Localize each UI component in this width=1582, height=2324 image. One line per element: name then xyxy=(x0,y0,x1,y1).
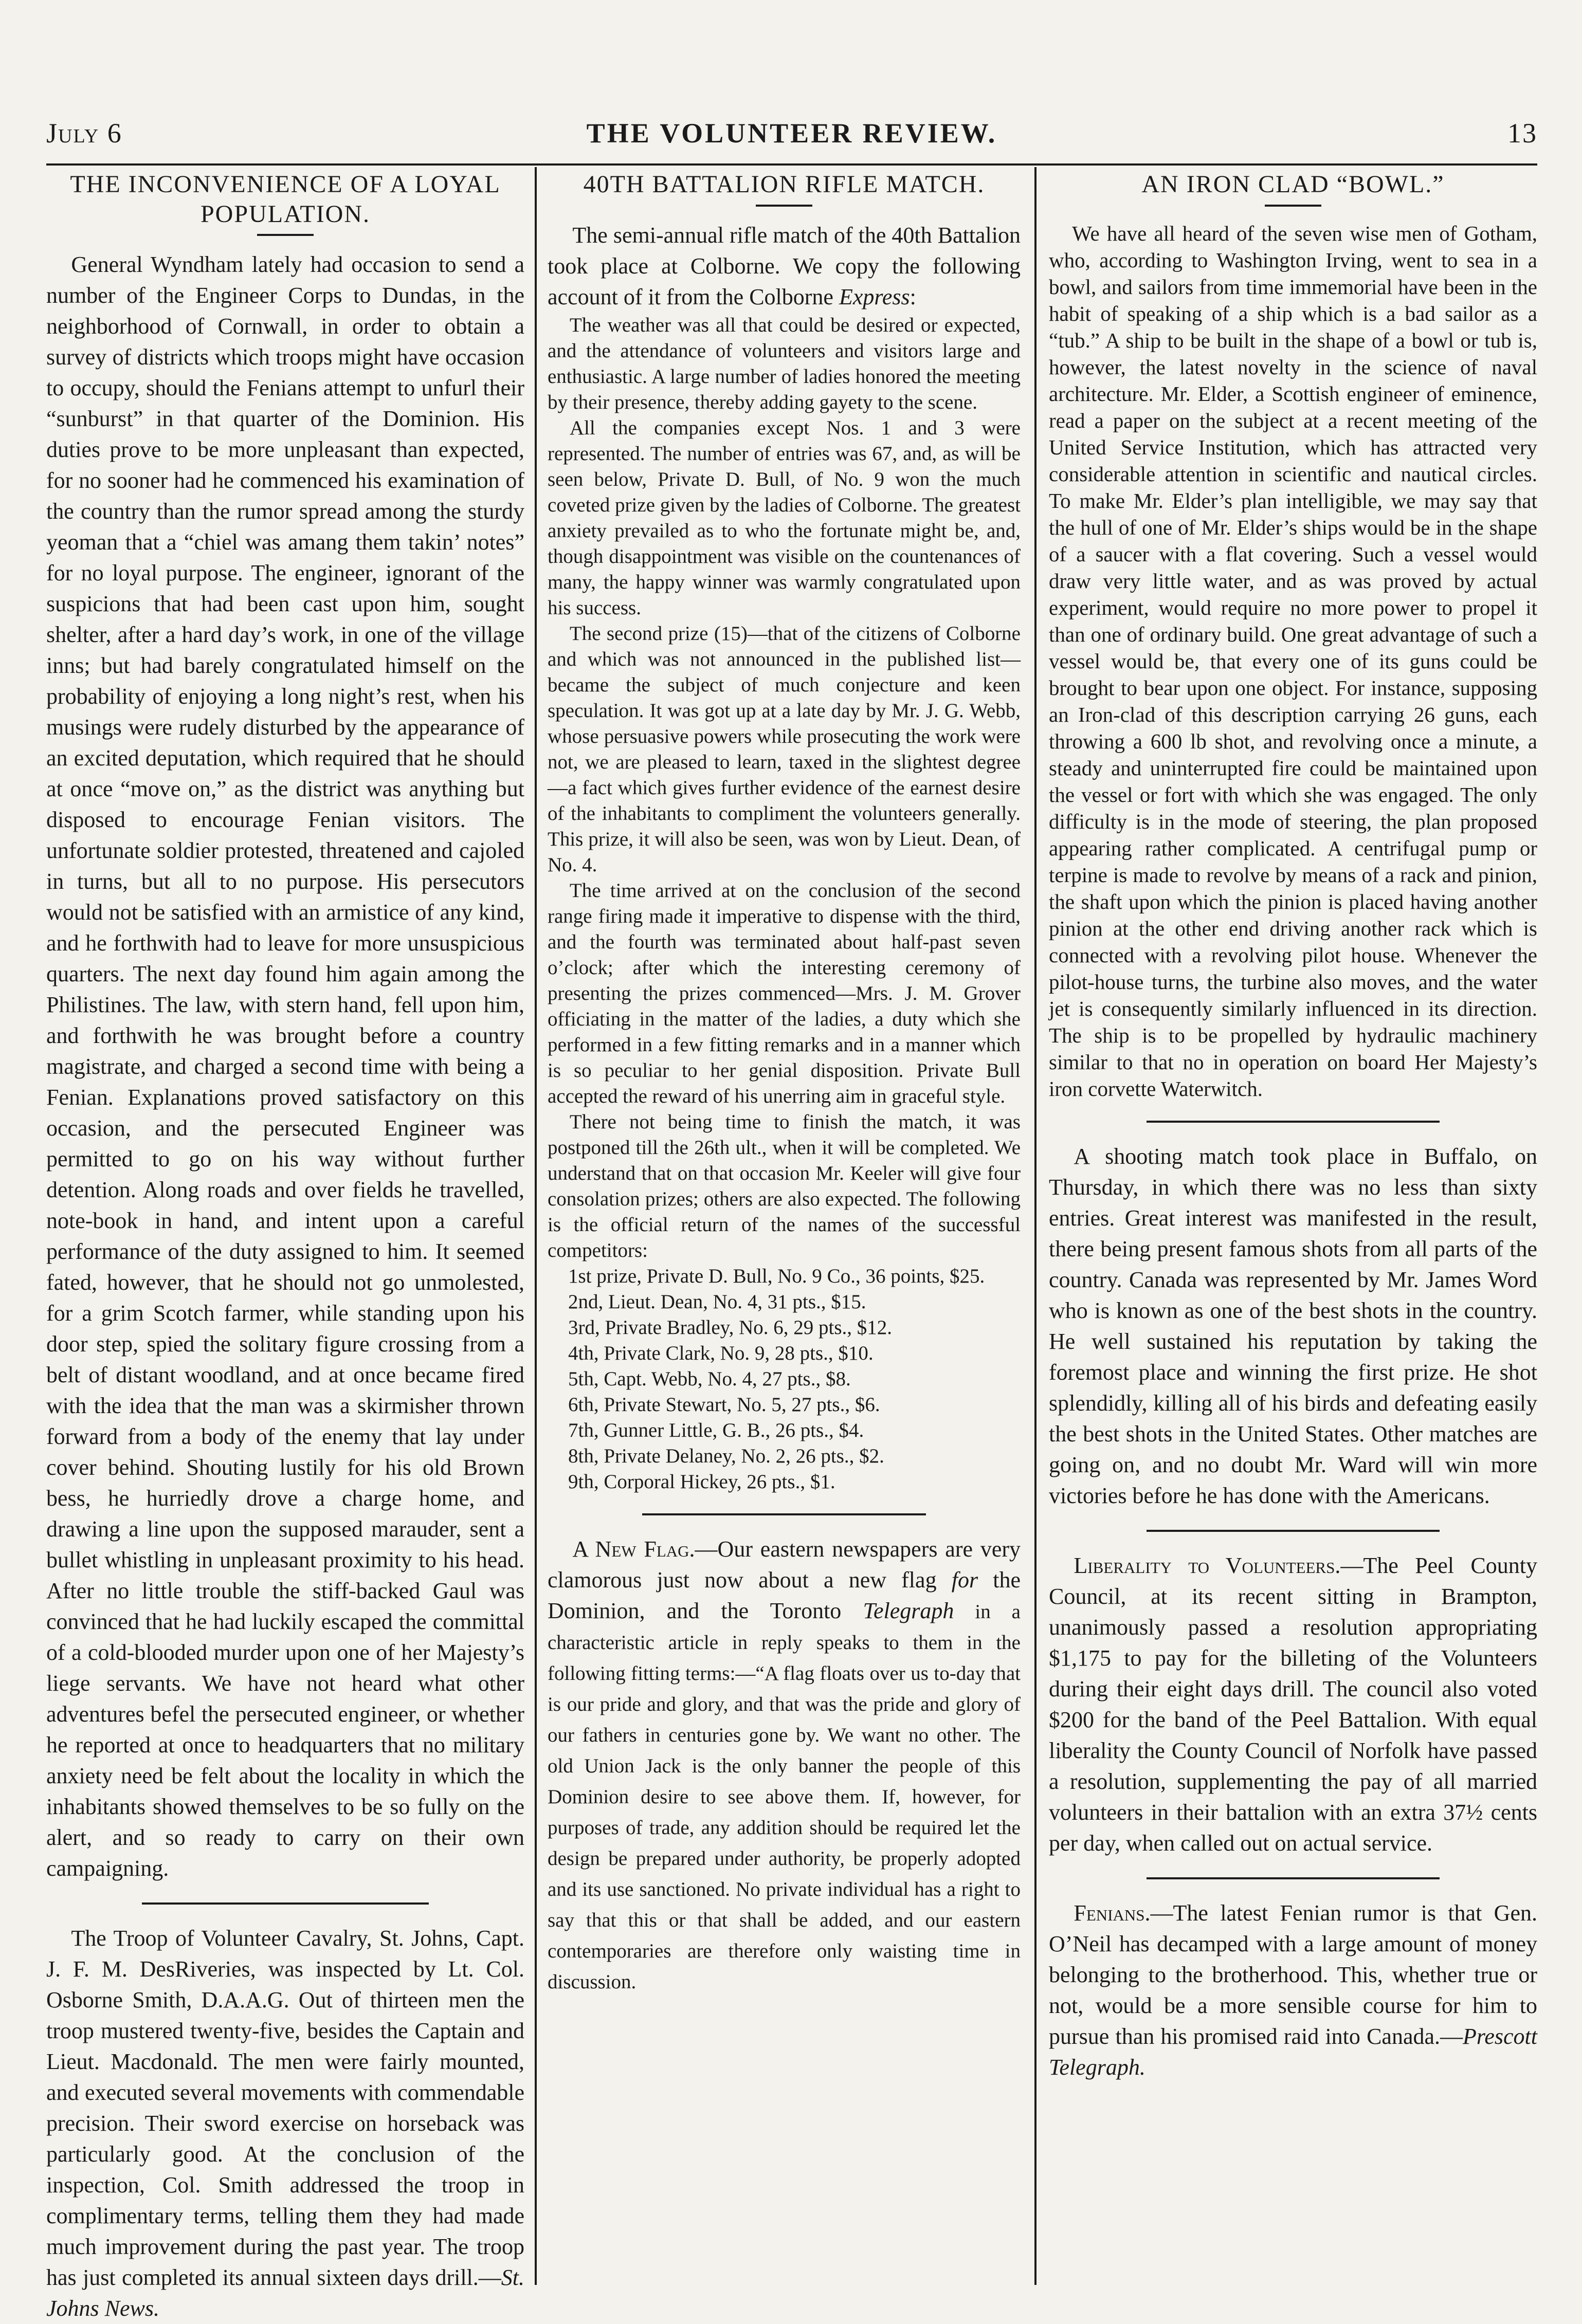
article-paragraph: All the companies except Nos. 1 and 3 were represented. The number of entries was 67, and, as will be seen below, Private D. Bull, of No. 9 won the much coveted prize given by the ladies of Colborne. The greatest anxiety prevailed as to who the fortunate might be, and, though disappointment was visible on the countenances of many, the happy winner was warmly congratulated upon his success. xyxy=(548,416,1021,619)
page-number: 13 xyxy=(1507,118,1537,149)
heading-rule xyxy=(1265,205,1321,207)
masthead-rule xyxy=(46,163,1537,166)
article-liberality-to-volunteers xyxy=(1049,1550,1537,1859)
rifle-match-intro xyxy=(548,220,1021,313)
prize-entry: 3rd, Private Bradley, No. 6, 29 pts., $12. xyxy=(568,1316,893,1339)
flag-text: in a characteristic article in reply speaks to them in the following fitting terms:—“A flag floats over us to-day that is our pride and glory, and that was the pride and glory of our fathers in centuries gone by. We want no other. The old Union Jack is the only banner the people of this Dominion desire to see above them. If, however, for purposes of trade, any addition should be required let the design be prepared under authority, be properly adopted and its use sanctioned. No private individual has a right to say that this or that shall be added, and our eastern contemporaries are therefore only waisting time in discussion. xyxy=(548,1600,1021,1993)
article-paragraph: The time arrived at on the conclusion of the second range firing made it imperative to dispense with the third, and the fourth was terminated about half-past seven o’clock; after which the interesting ceremony of presenting the prizes commenced—Mrs. J. M. Grover officiating in the matter of the ladies, a duty which she performed in a few fitting remarks and in a manner which is so peculiar to her genial disposition. Private Bull accepted the reward of his unerring aim in graceful style. xyxy=(548,879,1021,1107)
intro-text: The semi-annual rifle match of the 40th Battalion took place at Colborne. We copy the following account of it from the Colborne xyxy=(548,222,1021,309)
article-paragraph xyxy=(1049,1898,1537,2083)
prize-entry: 7th, Gunner Little, G. B., 26 pts., $4. xyxy=(568,1419,864,1441)
article-paragraph: There not being time to finish the match, it was postponed till the 26th ult., when it will be completed. We understand that on that occasion Mr. Keeler will give four consolation prizes; others are also expected. The following is the official return of the names of the successful competitors: xyxy=(548,1110,1021,1261)
column-divider-1 xyxy=(535,167,537,2285)
liberality-text: —The Peel County Council, at its recent sitting in Brampton, unanimously passed a resolution appropriating $1,175 to pay for the billeting of the Volunteers during their eight days drill. The council also voted $200 for the band of the Peel Battalion. With equal liberality the County Council of Norfolk have passed a resolution, supplementing the pay of all married volunteers in their battalion with an extra 37½ cents per day, when called out on actual service. xyxy=(1049,1552,1537,1856)
article-heading-iron-clad-bowl: AN IRON CLAD “BOWL.” xyxy=(1141,171,1445,198)
prize-entry: 6th, Private Stewart, No. 5, 27 pts., $6. xyxy=(568,1393,880,1416)
article-paragraph: The second prize (15)—that of the citizens of Colborne and which was not announced in the published list—became the subject of much conjecture and keen speculation. It was got up at a late day by Mr. J. G. Webb, whose persuasive powers while prosecuting the work were not, we are pleased to learn, taxed in the slightest degree—a fact which gives further evidence of the earnest desire of the inhabitants to compliment the volunteers generally. This prize, it will also be seen, was won by Lieut. Dean, of No. 4. xyxy=(548,622,1021,876)
prize-entry: 9th, Corporal Hickey, 26 pts., $1. xyxy=(568,1470,835,1493)
issue-date: July 6 xyxy=(46,118,122,149)
flag-text: the Dominion, and the Toronto xyxy=(548,1567,1021,1623)
article-paragraph: General Wyndham lately had occasion to send a number of the Engineer Corps to Dundas, in the neighborhood of Cornwall, in order to obtain a survey of districts which troops might have occasion to occupy, should the Fenians attempt to unfurl their “sunburst” in that quarter of the Dominion. His duties prove to be more unpleasant than expected, for no sooner had he commenced his examination of the country than the rumor spread among the sturdy yeoman that a “chiel was amang them takin’ notes” for no loyal purpose. The engineer, ignorant of the suspicions that had been cast upon him, sought shelter, after a hard day’s work, in one of the village inns; but had barely congratulated himself on the probability of enjoying a long night’s rest, when his musings were rudely disturbed by the appearance of an excited deputation, which required that he should at once “move on,” as the district was anything but disposed to encourage Fenian visitors. The unfortunate soldier protested, threatened and cajoled in turns, but all to no purpose. His persecutors would not be satisfied with an armistice of any kind, and he forthwith had to leave for more unsuspicious quarters. The next day found him again among the Philistines. The law, with stern hand, fell upon him, and forthwith he was brought before a country magistrate, and charged a second time with being a Fenian. Explanations proved satisfactory on this occasion, and the persecuted Engineer was permitted to go on his way without further detention. Along roads and over fields he travelled, note-book in hand, and intent upon a careful performance of the duty assigned to him. It seemed fated, however, that he should not go unmolested, for a grim Scotch farmer, while standing upon his door step, spied the solitary figure crossing from a belt of distant woodland, and at once became fired with the idea that the man was a skirmisher thrown forward from a body of the enemy that lay under cover behind. Shouting lustily for his old Brown bess, he hurriedly drove a charge home, and drawing a line upon the supposed marauder, sent a bullet whistling in unpleasant proximity to his head. After no little trouble the stiff-backed Gaul was convinced that he had luckily escaped the committal of a cold-blooded murder upon one of her Majesty’s liege servants. We have not heard what other adventures befel the persecuted engineer, or whether he reported at once to headquarters that no military anxiety need be felt about the locality in which the inhabitants showed themselves to be so fully on the alert, and so ready to carry on their own campaigning. xyxy=(46,252,524,1881)
article-buffalo-shooting-match xyxy=(1049,1141,1537,1511)
article-paragraph xyxy=(1049,1550,1537,1859)
source-citation: St. Johns News. xyxy=(46,2265,524,2321)
article-paragraph xyxy=(548,220,1021,313)
article-separator xyxy=(142,1902,429,1905)
prize-list xyxy=(548,1264,1021,1495)
article-fenians xyxy=(1049,1898,1537,2083)
column-divider-2 xyxy=(1034,167,1037,2285)
cavalry-text: The Troop of Volunteer Cavalry, St. Johns, Capt. J. F. M. DesRiveries, was inspected by Lt. Col. Osborne Smith, D.A.A.G. Out of thirteen men the troop mustered twenty-five, besides the Captain and Lieut. Macdonald. The men were fairly mounted, and executed several movements with commendable precision. Their sword exercise on horseback was particularly good. At the conclusion of the inspection, Col. Smith addressed the troop in complimentary terms, telling them they had made much improvement during the past year. The troop has just completed its annual sixteen days drill.— xyxy=(46,1926,524,2291)
fenians-text: —The latest Fenian rumor is that Gen. O’Neil has decamped with a large amount of money belonging to the brotherhood. This, whether true or not, would be a more sensible course for him to pursue than his promised raid into Canada.— xyxy=(1049,1900,1537,2049)
column-3 xyxy=(1049,170,1537,2282)
item-lead: A New Flag. xyxy=(572,1536,695,1562)
source-citation: Express xyxy=(839,284,910,309)
prize-entry: 8th, Private Delaney, No. 2, 26 pts., $2. xyxy=(568,1444,884,1467)
article-separator xyxy=(1147,1877,1440,1879)
masthead xyxy=(46,117,1537,163)
article-heading-loyal-population: THE INCONVENIENCE OF A LOYAL POPULATION. xyxy=(70,171,501,228)
article-paragraph xyxy=(46,1923,524,2324)
article-paragraph: We have all heard of the seven wise men of Gotham, who, according to Washington Irving, went to sea in a bowl, and sailors from time immemorial have been in the habit of speaking of a ship which is a bad sailor as a “tub.” A ship to be built in the shape of a bowl or tub is, however, the latest novelty in the science of naval architecture. Mr. Elder, a Scottish engineer of eminence, read a paper on the subject at a recent meeting of the United Service Institution, which has attracted very considerable attention in scientific and nautical circles. To make Mr. Elder’s plan intelligible, we may say that the hull of one of Mr. Elder’s ships would be in the shape of a saucer with a flat covering. Such a vessel would draw very little water, and as was proved by actual experiment, would require no more power to propel it than one of ordinary build. One great advantage of such a vessel would be, that every one of its guns could be brought to bear upon one object. For instance, supposing an Iron-clad of this description carrying 26 guns, each throwing a 600 lb shot, and revolving once a minute, a steady and uninterrupted fire could be maintained upon the vessel or fort with which she was engaged. The only difficulty is in the mode of steering, the plan proposed appearing rather complicated. A centrifugal pump or terpine is made to revolve by means of a rack and pinion, the shaft upon which the pinion is placed having another pinion at the other end driving another rack which is connected with a revolving pilot house. Whenever the pilot-house turns, the turbine also moves, and the water jet is consequently similarly influenced in its direction. The ship is to be propelled by hydraulic machinery similar to that no in operation on board Her Majesty’s iron corvette Waterwitch. xyxy=(1049,221,1537,1101)
prize-entry: 4th, Private Clark, No. 9, 28 pts., $10. xyxy=(568,1342,874,1364)
article-separator xyxy=(1147,1530,1440,1532)
article-separator xyxy=(642,1513,926,1515)
article-separator xyxy=(1147,1121,1440,1123)
prize-entry: 1st prize, Private D. Bull, No. 9 Co., 36 points, $25. xyxy=(568,1265,985,1287)
flag-text: —Our eastern newspapers are very clamorous just now about a new flag xyxy=(548,1536,1021,1593)
column-2 xyxy=(548,170,1021,2282)
article-heading-rifle-match: 40TH BATTALION RIFLE MATCH. xyxy=(583,171,985,198)
item-lead: Liberality to Volunteers. xyxy=(1074,1552,1341,1578)
item-lead: Fenians. xyxy=(1074,1900,1151,1926)
prize-entry: 5th, Capt. Webb, No. 4, 27 pts., $8. xyxy=(568,1367,851,1390)
article-paragraph: A shooting match took place in Buffalo, on Thursday, in which there was no less than sixty entries. Great interest was manifested in the result, there being present famous shots from all parts of the country. Canada was represented by Mr. James Word who is known as one of the best shots in the country. He well sustained his reputation by taking the foremost place and winning the first prize. He shot splendidly, killing all of his birds and defeating easily the best shots in the United States. Other matches are going on, and no doubt Mr. Ward will win more victories before he has done with the Americans. xyxy=(1049,1143,1537,1508)
intro-end: : xyxy=(910,284,916,309)
article-iron-clad-bowl xyxy=(1049,220,1537,1102)
article-new-flag xyxy=(548,1534,1021,1997)
heading-rule xyxy=(756,205,812,207)
prize-entry: 2nd, Lieut. Dean, No. 4, 31 pts., $15. xyxy=(568,1290,866,1313)
newspaper-title: THE VOLUNTEER REVIEW. xyxy=(586,118,997,149)
column-1 xyxy=(46,170,524,2321)
source-citation: Prescott Telegraph. xyxy=(1049,2023,1537,2080)
article-paragraph: The weather was all that could be desired or expected, and the attendance of volunteers and visitors large and enthusiastic. A large number of ladies honored the meeting by their presence, thereby adding gayety to the scene. xyxy=(548,314,1021,413)
flag-for: for xyxy=(951,1567,978,1593)
newspaper-name: Telegraph xyxy=(863,1598,954,1623)
article-loyal-population xyxy=(46,249,524,1884)
rifle-match-report xyxy=(548,313,1021,1264)
article-paragraph xyxy=(548,1534,1021,1997)
article-volunteer-cavalry xyxy=(46,1923,524,2324)
heading-rule xyxy=(257,234,314,236)
